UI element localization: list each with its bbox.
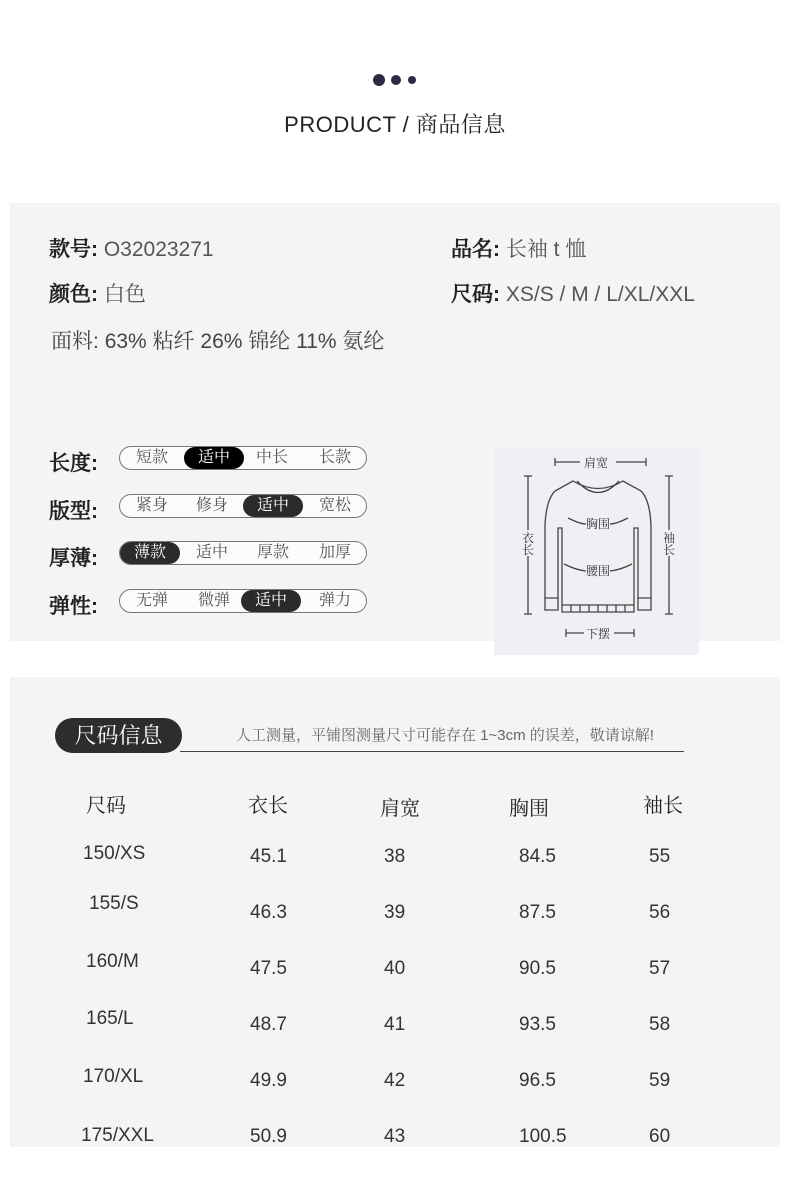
fit-option-loose[interactable]: 宽松	[318, 497, 351, 514]
cell-chest: 93.5	[519, 1014, 556, 1035]
cell-sleeve: 57	[649, 958, 671, 979]
fabric-label: 面料:	[51, 330, 99, 353]
page-title: PRODUCT / 商品信息	[284, 112, 506, 137]
cell-size: 155/S	[89, 893, 139, 914]
length-option-short[interactable]: 短款	[135, 449, 168, 466]
body-length-label: 衣长	[522, 531, 535, 557]
cell-length: 46.3	[250, 902, 287, 923]
cell-sleeve: 58	[649, 1014, 671, 1035]
cell-sleeve: 56	[649, 902, 671, 923]
size-value: XS/S / M / L/XL/XXL	[505, 283, 695, 306]
header-length: 衣长	[248, 795, 288, 817]
divider	[180, 751, 684, 752]
waist-label: 腰围	[586, 564, 611, 578]
thickness-option-regular[interactable]: 适中	[195, 544, 228, 561]
chest-label: 胸围	[586, 517, 611, 531]
length-selector	[119, 446, 367, 470]
color-info	[49, 278, 146, 308]
thickness-option-extra-thick[interactable]: 加厚	[318, 544, 351, 561]
cell-length: 45.1	[250, 846, 287, 867]
color-value: 白色	[103, 283, 146, 306]
cell-length: 47.5	[250, 958, 287, 979]
length-option-mid[interactable]: 中长	[255, 449, 288, 466]
header-shoulder: 肩宽	[380, 798, 420, 820]
fabric-value: 63% 粘纤 26% 锦纶 11% 氨纶	[104, 330, 385, 353]
hem-label: 下摆	[586, 627, 611, 641]
length-label: 长度:	[49, 452, 98, 475]
cell-shoulder: 38	[384, 846, 406, 867]
fabric-info	[51, 325, 384, 355]
cell-length: 50.9	[250, 1126, 287, 1147]
color-label: 颜色:	[49, 283, 98, 306]
header-size: 尺码	[86, 795, 126, 817]
thickness-option-thin[interactable]: 薄款	[120, 542, 180, 564]
fit-option-regular[interactable]: 适中	[243, 495, 303, 517]
cell-shoulder: 43	[384, 1126, 406, 1147]
size-label: 尺码:	[451, 283, 500, 306]
elasticity-label: 弹性:	[49, 595, 98, 618]
header-sleeve: 袖长	[643, 795, 683, 817]
elasticity-option-regular[interactable]: 适中	[241, 590, 301, 612]
dot-icon	[408, 76, 416, 84]
cell-size: 165/L	[86, 1008, 134, 1029]
elasticity-option-none[interactable]: 无弹	[135, 592, 168, 609]
style-number-label: 款号:	[49, 238, 98, 261]
cell-shoulder: 42	[384, 1070, 406, 1091]
elasticity-selector	[119, 589, 367, 613]
thickness-option-thick[interactable]: 厚款	[256, 544, 289, 561]
cell-shoulder: 39	[384, 902, 406, 923]
cell-sleeve: 55	[649, 846, 671, 867]
cell-chest: 87.5	[519, 902, 556, 923]
cell-chest: 90.5	[519, 958, 556, 979]
elasticity-option-stretch[interactable]: 弹力	[318, 592, 351, 609]
style-number-value: O32023271	[103, 238, 214, 261]
cell-chest: 96.5	[519, 1070, 556, 1091]
cell-chest: 84.5	[519, 846, 556, 867]
header-chest: 胸围	[509, 798, 549, 820]
cell-length: 48.7	[250, 1014, 287, 1035]
fit-label: 版型:	[49, 500, 98, 523]
length-option-long[interactable]: 长款	[318, 449, 351, 466]
size-info-badge: 尺码信息	[55, 718, 182, 753]
product-name-label: 品名:	[451, 238, 500, 261]
measurement-diagram	[494, 448, 699, 655]
sleeve-length-label: 袖长	[663, 531, 676, 557]
thickness-selector	[119, 541, 367, 565]
cell-size: 170/XL	[83, 1066, 144, 1087]
cell-shoulder: 40	[384, 958, 406, 979]
shoulder-width-label: 肩宽	[584, 456, 609, 470]
fit-option-slim[interactable]: 修身	[195, 497, 228, 514]
cell-sleeve: 59	[649, 1070, 671, 1091]
cell-sleeve: 60	[649, 1126, 671, 1147]
size-info	[451, 278, 695, 308]
length-option-regular[interactable]: 适中	[184, 447, 244, 469]
fit-selector	[119, 494, 367, 518]
cell-chest: 100.5	[519, 1126, 567, 1147]
thickness-label: 厚薄:	[49, 547, 98, 570]
dot-icon	[391, 75, 401, 85]
product-name	[451, 233, 586, 263]
cell-size: 150/XS	[83, 843, 146, 864]
cell-size: 175/XXL	[81, 1125, 154, 1146]
cell-shoulder: 41	[384, 1014, 406, 1035]
elasticity-option-slight[interactable]: 微弹	[197, 592, 230, 609]
fit-option-tight[interactable]: 紧身	[135, 497, 168, 514]
cell-size: 160/M	[86, 951, 139, 972]
decorative-dots	[373, 73, 421, 87]
style-number	[49, 233, 214, 263]
product-name-value: 长袖 t 恤	[505, 238, 587, 261]
dot-icon	[373, 74, 385, 86]
measurement-note: 人工测量，平铺图测量尺寸可能存在 1~3cm 的误差，敬请谅解!	[236, 727, 654, 744]
cell-length: 49.9	[250, 1070, 287, 1091]
